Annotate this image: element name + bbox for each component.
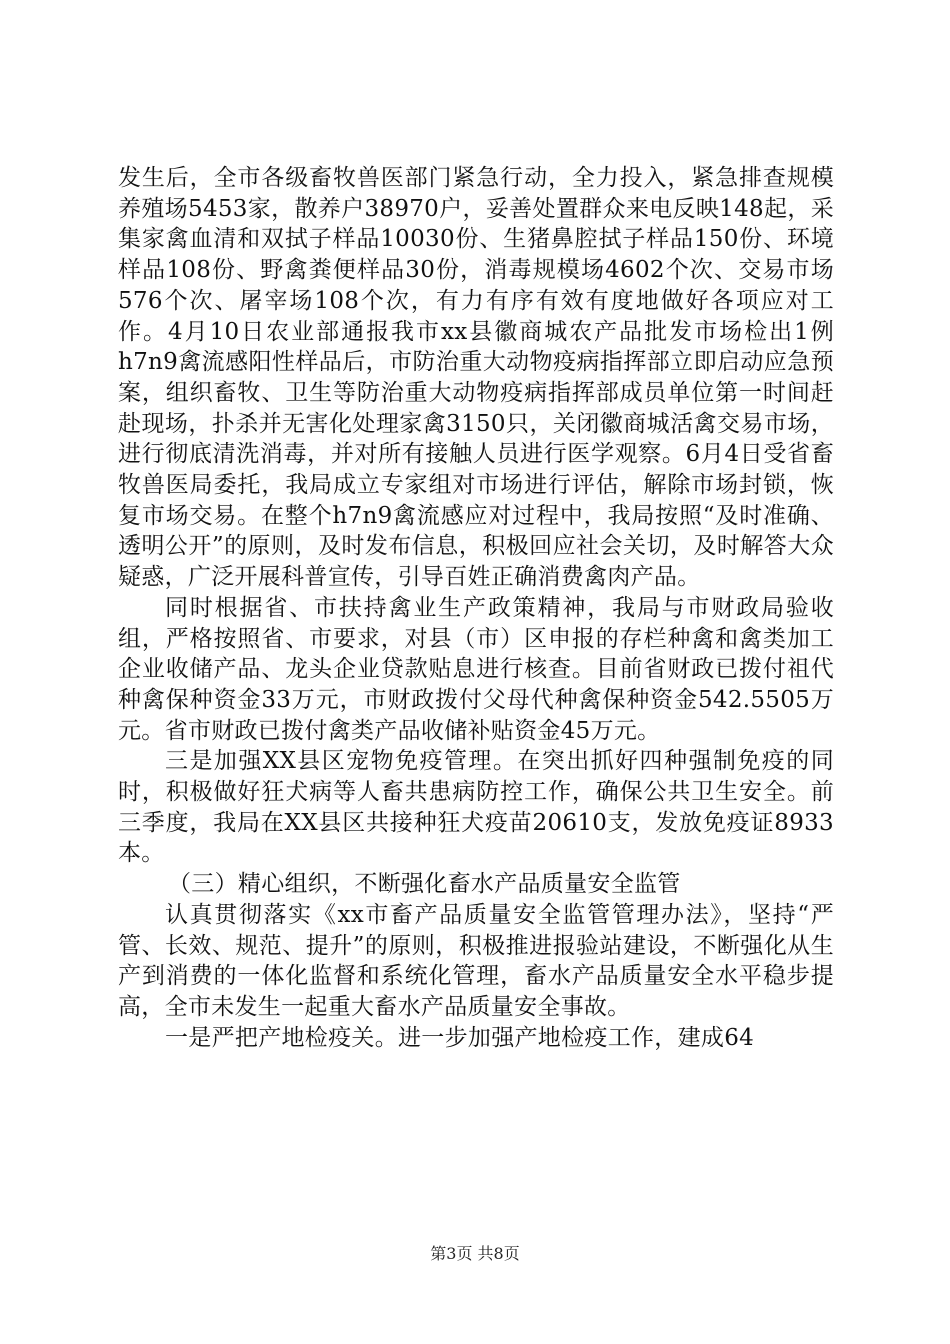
paragraph-quality-supervision: 认真贯彻落实《xx市畜产品质量安全监管管理办法》，坚持“严管、长效、规范、提升”的原则，积极推进报验站建设，不断强化从生产到消费的一体化监督和系统化管理，畜水产品质量安全水平稳步提高，全市未发生一起重大畜水产品质量安全事故。 [118, 901, 834, 1020]
paragraph-origin-quarantine: 一是严把产地检疫关。进一步加强产地检疫工作，建成64 [165, 1024, 755, 1051]
paragraph-pet-immunization: 三是加强XX县区宠物免疫管理。在突出抓好四种强制免疫的同时，积极做好狂犬病等人畜共患病防控工作，确保公共卫生安全。前三季度，我局在XX县区共接种狂犬疫苗20610支，发放免疫证8933本。 [118, 748, 834, 867]
section-heading-quality-safety: （三）精心组织，不断强化畜水产品质量安全监管 [168, 871, 681, 898]
paragraph-epidemic-response: 发生后，全市各级畜牧兽医部门紧急行动，全力投入，紧急排查规模养殖场5453家，散养户38970户，妥善处置群众来电反映148起，采集家禽血清和双拭子样品10030份、生猪鼻腔拭子样品150份、环境样品108份、野禽粪便样品30份，消毒规模场4602个次、交易市场576个次、屠宰场108个次，有力有序有效有度地做好各项应对工作。4月10日农业部通报我市xx县徽商城农产品批发市场检出1例h7n9禽流感阳性样品后，市防治重大动物疫病指挥部立即启动应急预案，组织畜牧、卫生等防治重大动物疫病指挥部成员单位第一时间赶赴现场，扑杀并无害化处理家禽3150只，关闭徽商城活禽交易市场，进行彻底清洗消毒，并对所有接触人员进行医学观察。6月4日受省畜牧兽医局委托，我局成立专家组对市场进行评估，解除市场封锁，恢复市场交易。在整个h7n9禽流感应对过程中，我局按照“及时准确、透明公开”的原则，及时发布信息，积极回应社会关切，及时解答大众疑惑，广泛开展科普宣传，引导百姓正确消费禽肉产品。 [118, 165, 834, 591]
document-body [118, 163, 834, 1053]
paragraph-poultry-subsidy: 同时根据省、市扶持禽业生产政策精神，我局与市财政局验收组，严格按照省、市要求，对县（市）区申报的存栏种禽和禽类加工企业收储产品、龙头企业贷款贴息进行核查。目前省财政已拨付祖代种禽保种资金33万元，市财政拨付父母代种禽保种资金542.5505万元。省市财政已拨付禽类产品收储补贴资金45万元。 [118, 594, 834, 744]
page-number-footer: 第3页 共8页 [430, 1244, 520, 1263]
